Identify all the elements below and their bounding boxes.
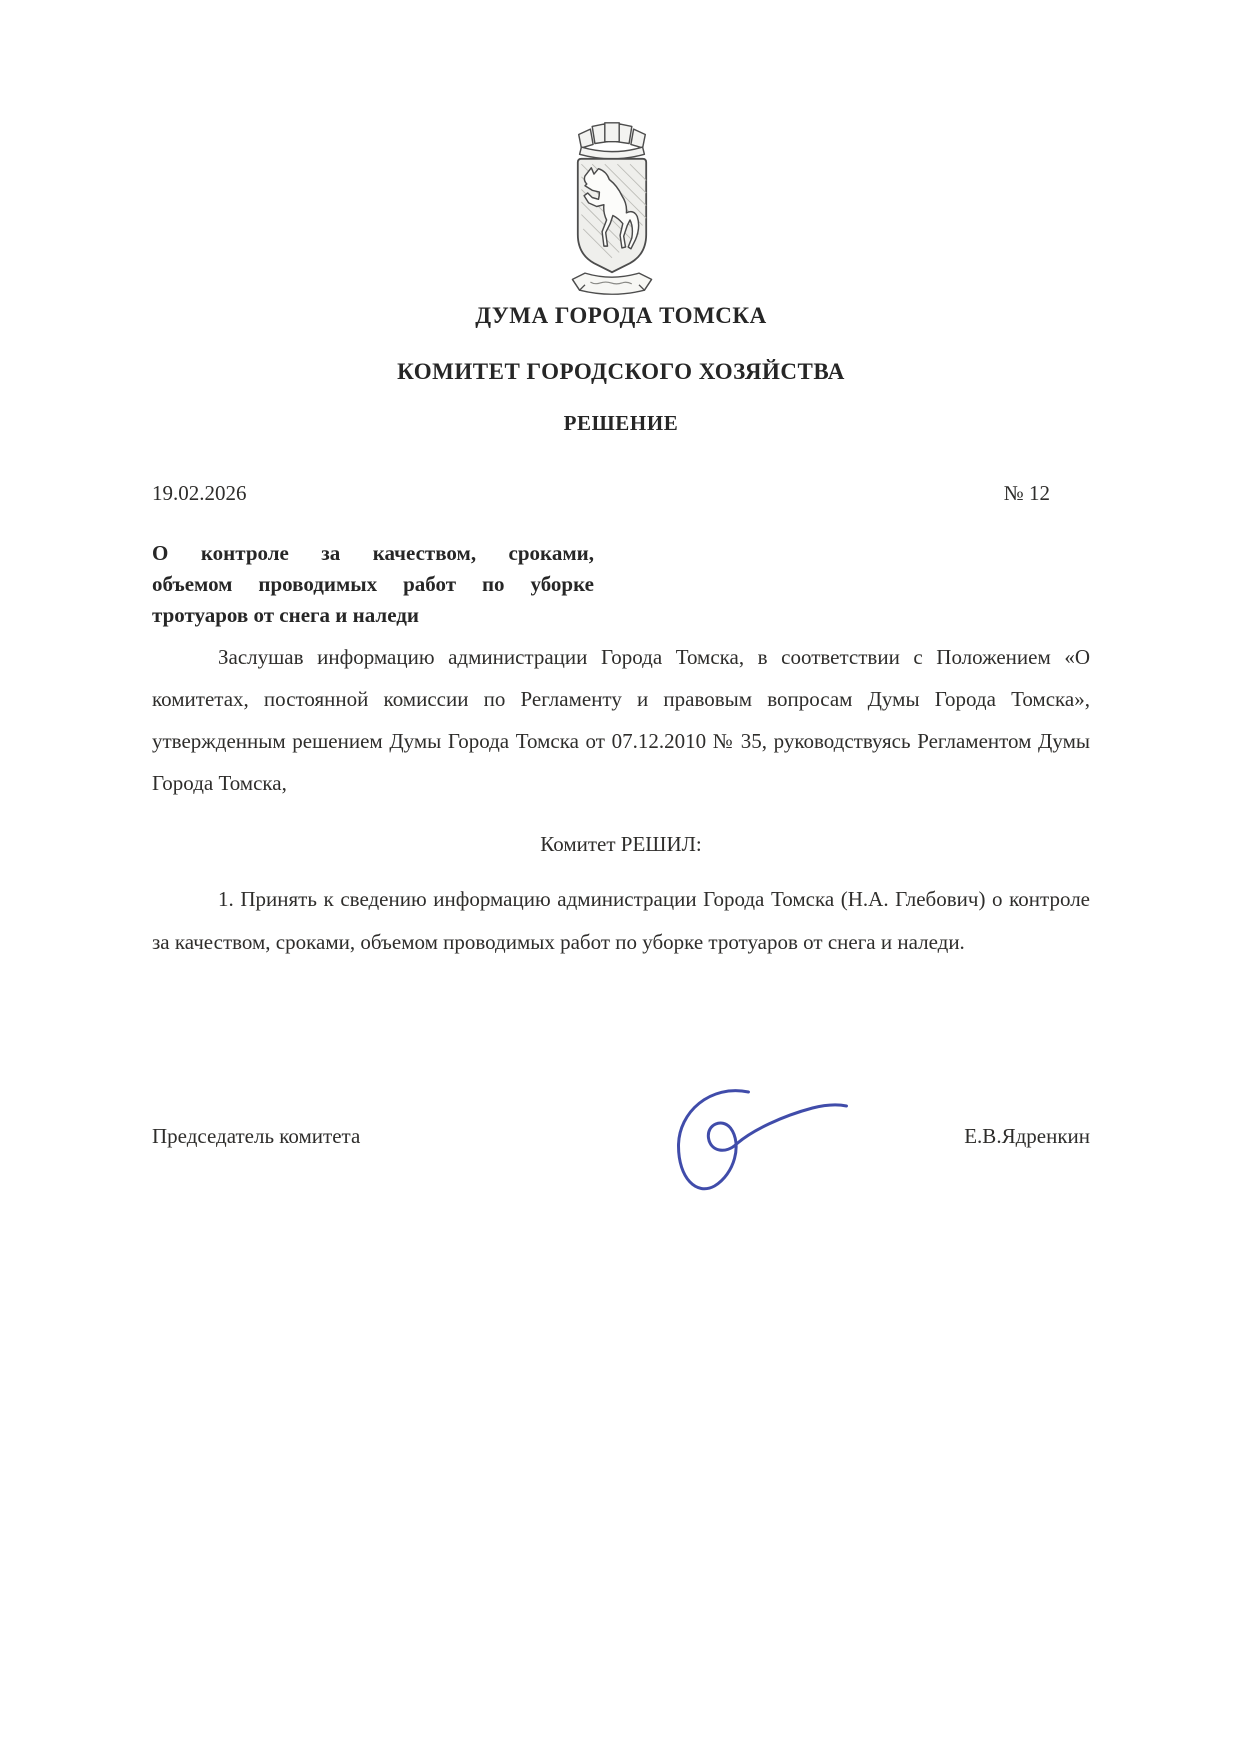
- resolution-heading: Комитет РЕШИЛ:: [540, 832, 702, 856]
- subject-line: тротуаров от снега и наледи: [152, 603, 419, 627]
- subject-line: объемом проводимых работ по уборке: [152, 572, 594, 596]
- resolution-item-1: 1. Принять к сведению информацию администрации Города Томска (Н.А. Глебович) о контроле за качеством, сроками, объемом проводимых работ по уборке тротуаров от снега и наледи.: [152, 887, 1090, 954]
- document-date: 19.02.2026: [152, 481, 247, 505]
- handwritten-signature-icon: [660, 1082, 855, 1200]
- committee-title: КОМИТЕТ ГОРОДСКОГО ХОЗЯЙСТВА: [397, 359, 845, 384]
- document-type-heading: РЕШЕНИЕ: [563, 411, 679, 435]
- organization-title: ДУМА ГОРОДА ТОМСКА: [475, 303, 767, 328]
- date-number-row: [152, 481, 1050, 506]
- tomsk-coat-of-arms-icon: [567, 112, 657, 297]
- subject-line: О контроле за качеством, сроками,: [152, 541, 594, 565]
- preamble-paragraph: Заслушав информацию администрации Города Томска, в соответствии с Положением «О комитетах, постоянной комиссии по Регламенту и правовым вопросам Думы Города Томска», утвержденным решением Думы Города Томска от 07.12.2010 № 35, руководствуясь Регламентом Думы Города Томска,: [152, 645, 1090, 795]
- document-number: № 12: [1003, 481, 1050, 505]
- subject-block: [152, 538, 594, 631]
- signer-position-title: Председатель комитета: [152, 1124, 361, 1148]
- signer-name: Е.В.Ядренкин: [964, 1124, 1090, 1148]
